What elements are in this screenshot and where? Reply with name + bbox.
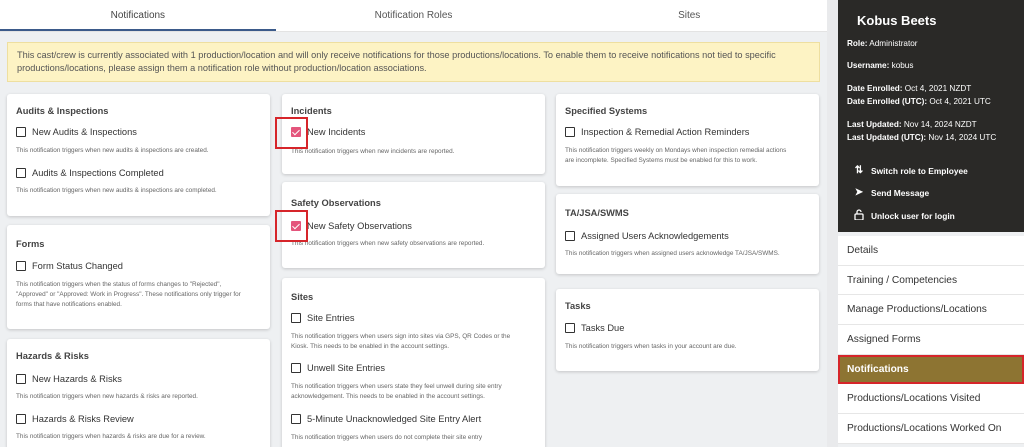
swap-icon: ⇅ — [854, 165, 864, 176]
option-description: This notification triggers when users state they feel unwell during site entry — [291, 383, 502, 390]
option-description: This notification triggers when users do not complete their site entry — [291, 434, 483, 441]
checkbox[interactable] — [291, 363, 301, 373]
option-hazards-review[interactable] — [16, 414, 134, 424]
username-value: kobus — [891, 61, 914, 70]
card-forms — [7, 225, 270, 329]
enrolled-label: Date Enrolled: — [847, 84, 903, 93]
enrolled-utc-line — [847, 97, 991, 106]
enrolled-utc-value: Oct 4, 2021 UTC — [929, 97, 991, 106]
option-description: acknowledgement. This needs to be enabled in the account settings. — [291, 393, 485, 400]
unlock-icon — [853, 209, 865, 223]
option-label: New Audits & Inspections — [32, 127, 137, 137]
user-profile-panel — [838, 0, 1024, 232]
menu-item-locations-visited[interactable]: Productions/Locations Visited — [838, 384, 1024, 414]
checkbox[interactable] — [291, 414, 301, 424]
option-description: This notification triggers when new safety observations are reported. — [291, 240, 485, 247]
menu-item-locations-worked-on[interactable]: Productions/Locations Worked On — [838, 414, 1024, 444]
checkbox[interactable] — [16, 127, 26, 137]
option-description: This notification triggers when the status of forms changes to "Rejected", — [16, 281, 222, 288]
option-new-hazards[interactable] — [16, 374, 122, 384]
enrolled-line — [847, 84, 971, 93]
option-label: New Safety Observations — [307, 221, 412, 231]
option-description: This notification triggers when new audits & inspections are completed. — [16, 187, 217, 194]
option-form-status-changed[interactable] — [16, 261, 123, 271]
checkbox[interactable] — [565, 323, 575, 333]
tab-sites[interactable]: Sites — [678, 10, 701, 21]
updated-utc-line — [847, 133, 996, 142]
card-specified-systems — [556, 94, 819, 186]
role-label: Role: — [847, 39, 868, 48]
updated-label: Last Updated: — [847, 120, 902, 129]
option-assigned-users-ack[interactable] — [565, 231, 729, 241]
send-message-button[interactable] — [853, 187, 929, 198]
card-title: Tasks — [565, 301, 591, 311]
menu-item-training[interactable]: Training / Competencies — [838, 266, 1024, 296]
action-label: Switch role to Employee — [871, 165, 968, 176]
card-incidents — [282, 94, 545, 174]
option-label: Hazards & Risks Review — [32, 414, 134, 424]
option-inspection-reminders[interactable] — [565, 127, 749, 137]
checkbox[interactable] — [16, 414, 26, 424]
username-label: Username: — [847, 61, 890, 70]
option-new-audits[interactable] — [16, 127, 137, 137]
card-title: Hazards & Risks — [16, 351, 89, 361]
option-site-entries[interactable] — [291, 313, 355, 323]
menu-item-notifications[interactable]: Notifications — [838, 355, 1024, 385]
info-alert: This cast/crew is currently associated with 1 production/location and will only receive notifications for those productions/locations. To enable them to receive notifications not tied to specific productions/locations, please assign them a notification role without production/location associations. — [7, 42, 820, 82]
option-description: This notification triggers weekly on Mondays when inspection remedial actions — [565, 147, 787, 154]
user-name: Kobus Beets — [857, 13, 937, 28]
action-label: Unlock user for login — [871, 211, 955, 221]
checkbox[interactable] — [565, 231, 575, 241]
tab-notification-roles[interactable]: Notification Roles — [374, 10, 453, 21]
role-line — [847, 39, 918, 48]
option-description: This notification triggers when new incidents are reported. — [291, 148, 455, 155]
option-label: Inspection & Remedial Action Reminders — [581, 127, 750, 137]
unlock-user-button[interactable] — [853, 209, 955, 223]
option-label: 5-Minute Unacknowledged Site Entry Alert — [307, 414, 482, 424]
option-description: This notification triggers when new hazards & risks are reported. — [16, 393, 198, 400]
option-unwell-site-entries[interactable] — [291, 363, 385, 373]
card-title: Safety Observations — [291, 198, 381, 208]
option-label: New Incidents — [307, 127, 366, 137]
card-tasks — [556, 289, 819, 371]
enrolled-value: Oct 4, 2021 NZDT — [904, 84, 972, 93]
menu-item-assigned-forms[interactable]: Assigned Forms — [838, 325, 1024, 355]
card-safety-observations — [282, 182, 545, 268]
updated-value: Nov 14, 2024 NZDT — [903, 120, 977, 129]
card-title: Incidents — [291, 106, 332, 116]
option-description: Kiosk. This needs to be enabled in the account settings. — [291, 343, 449, 350]
option-description: This notification triggers when users sign into sites via GPS, QR Codes or the — [291, 333, 511, 340]
username-line — [847, 61, 913, 70]
card-title: Forms — [16, 239, 45, 249]
switch-role-button[interactable] — [853, 165, 968, 176]
checkbox[interactable] — [16, 261, 26, 271]
card-title: Audits & Inspections — [16, 106, 109, 116]
option-new-safety-observations[interactable] — [291, 221, 412, 231]
option-label: Tasks Due — [581, 323, 625, 333]
role-value: Administrator — [869, 39, 918, 48]
card-audits — [7, 94, 270, 216]
option-description: This notification triggers when assigned users acknowledge TA/JSA/SWMS. — [565, 250, 780, 257]
tab-bar — [0, 0, 827, 32]
option-description: "Approved" or "Approved: Work in Progress". These notifications only trigger for — [16, 291, 241, 298]
checkbox[interactable] — [565, 127, 575, 137]
option-audits-completed[interactable] — [16, 168, 164, 178]
highlight-box — [275, 117, 308, 149]
checkbox[interactable] — [16, 168, 26, 178]
option-tasks-due[interactable] — [565, 323, 624, 333]
option-description: This notification triggers when hazards & risks are due for a review. — [16, 433, 206, 440]
highlight-box — [275, 210, 308, 242]
side-menu — [838, 236, 1024, 444]
updated-utc-label: Last Updated (UTC): — [847, 133, 927, 142]
card-ta-jsa-swms — [556, 194, 819, 274]
option-label: Site Entries — [307, 313, 355, 323]
option-label: Assigned Users Acknowledgements — [581, 231, 729, 241]
card-title: TA/JSA/SWMS — [565, 208, 629, 218]
option-label: Audits & Inspections Completed — [32, 168, 164, 178]
scroll-gutter — [827, 0, 838, 447]
action-label: Send Message — [871, 187, 930, 198]
enrolled-utc-label: Date Enrolled (UTC): — [847, 97, 928, 106]
menu-item-manage-productions[interactable]: Manage Productions/Locations — [838, 295, 1024, 325]
card-hazards — [7, 339, 270, 447]
card-title: Sites — [291, 292, 314, 302]
checkbox[interactable] — [16, 374, 26, 384]
send-icon: ➤ — [854, 187, 864, 198]
option-label: Unwell Site Entries — [307, 363, 386, 373]
tab-notifications[interactable]: Notifications — [0, 0, 276, 31]
card-sites — [282, 278, 545, 447]
option-label: New Hazards & Risks — [32, 374, 122, 384]
option-description: are incomplete. Specified Systems must be enabled for this to work. — [565, 157, 758, 164]
option-unacknowledged-site-entry[interactable] — [291, 414, 481, 424]
updated-line — [847, 120, 977, 129]
option-description: This notification triggers when tasks in your account are due. — [565, 343, 737, 350]
checkbox[interactable] — [291, 313, 301, 323]
menu-item-details[interactable]: Details — [838, 236, 1024, 266]
option-description: This notification triggers when new audits & inspections are created. — [16, 147, 209, 154]
updated-utc-value: Nov 14, 2024 UTC — [928, 133, 997, 142]
card-title: Specified Systems — [565, 106, 648, 116]
option-description: forms that have notifications enabled. — [16, 301, 122, 308]
option-label: Form Status Changed — [32, 261, 123, 271]
